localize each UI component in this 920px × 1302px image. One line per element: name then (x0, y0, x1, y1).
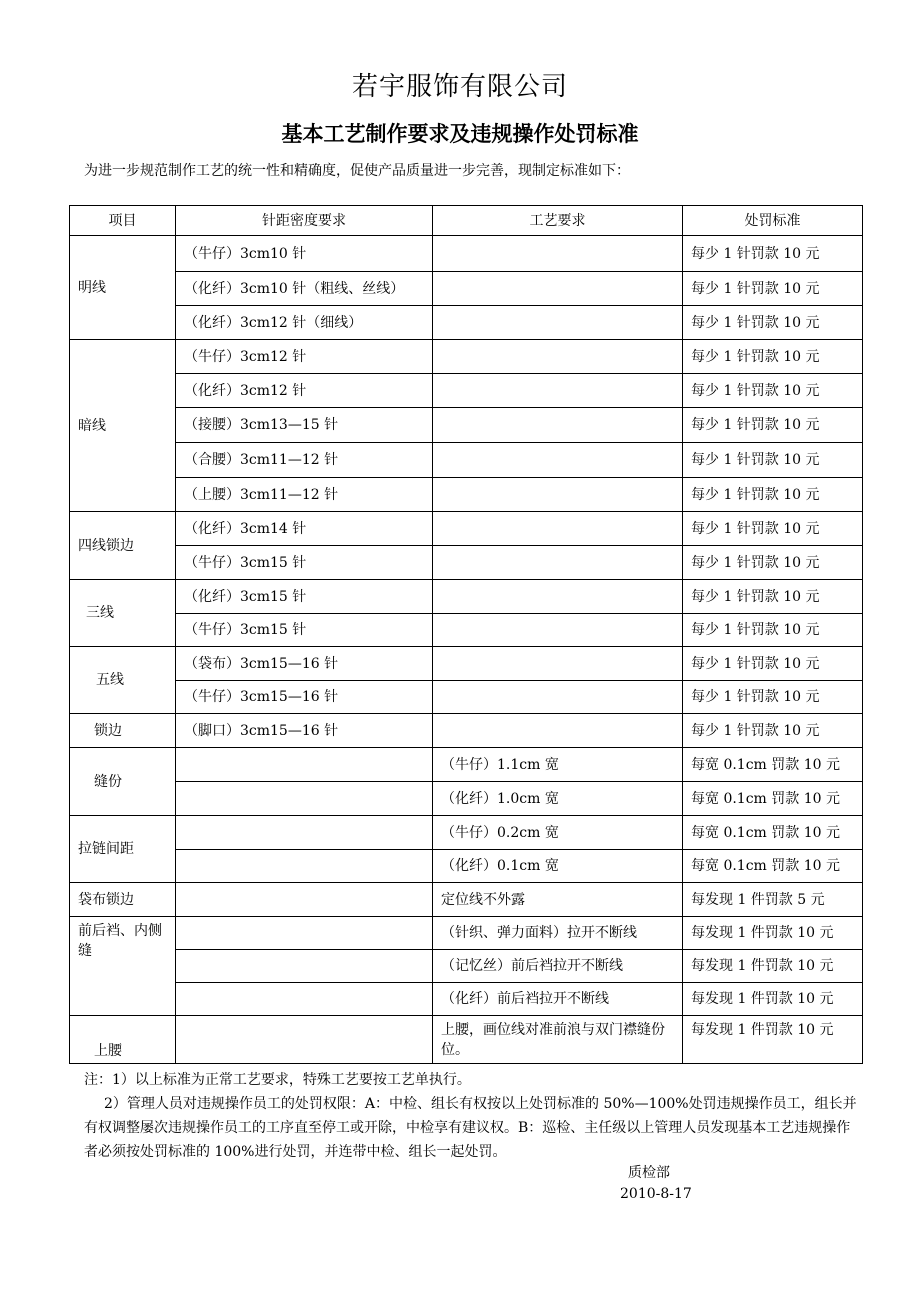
penalty-cell: 每少 1 针罚款 10 元 (683, 478, 863, 512)
penalty-cell: 每宽 0.1cm 罚款 10 元 (683, 748, 863, 782)
craft-cell (433, 374, 683, 408)
table-row (70, 782, 863, 816)
penalty-cell: 每少 1 针罚款 10 元 (683, 714, 863, 748)
table-row (70, 408, 863, 443)
category-cell: 五线 (70, 647, 176, 714)
table-row (70, 306, 863, 340)
craft-cell (433, 478, 683, 512)
craft-cell: （针织、弹力面料）拉开不断线 (433, 917, 683, 950)
category-cell: 三线 (70, 580, 176, 647)
penalty-cell: 每少 1 针罚款 10 元 (683, 443, 863, 478)
craft-cell (433, 580, 683, 614)
density-cell: （化纤）3cm15 针 (176, 580, 433, 614)
craft-cell: 上腰，画位线对准前浪与双门襟缝份位。 (433, 1016, 683, 1064)
penalty-cell: 每少 1 针罚款 10 元 (683, 236, 863, 272)
penalty-cell: 每少 1 针罚款 10 元 (683, 374, 863, 408)
craft-cell (433, 340, 683, 374)
header-craft: 工艺要求 (433, 206, 683, 236)
penalty-cell: 每少 1 针罚款 10 元 (683, 512, 863, 546)
table-row (70, 681, 863, 714)
intro-text: 为进一步规范制作工艺的统一性和精确度，促使产品质量进一步完善，现制定标准如下： (84, 163, 630, 179)
category-cell: 锁边 (70, 714, 176, 748)
category-cell: 缝份 (70, 748, 176, 816)
category-cell: 四线锁边 (70, 512, 176, 580)
table-row (70, 748, 863, 782)
table-row (70, 647, 863, 681)
table-header-row (70, 206, 863, 236)
craft-cell: （牛仔）1.1cm 宽 (433, 748, 683, 782)
penalty-cell: 每少 1 针罚款 10 元 (683, 681, 863, 714)
department-signature: 质检部 (628, 1165, 670, 1181)
header-item: 项目 (70, 206, 176, 236)
table-row (70, 272, 863, 306)
table-row (70, 374, 863, 408)
craft-cell (433, 272, 683, 306)
penalty-cell: 每发现 1 件罚款 10 元 (683, 950, 863, 983)
density-cell (176, 1016, 433, 1064)
penalty-cell: 每少 1 针罚款 10 元 (683, 340, 863, 374)
density-cell: （牛仔）3cm15 针 (176, 546, 433, 580)
penalty-cell: 每少 1 针罚款 10 元 (683, 614, 863, 647)
density-cell: （袋布）3cm15—16 针 (176, 647, 433, 681)
penalty-cell: 每发现 1 件罚款 5 元 (683, 883, 863, 917)
density-cell: （合腰）3cm11—12 针 (176, 443, 433, 478)
density-cell (176, 782, 433, 816)
table-row (70, 580, 863, 614)
table-row (70, 512, 863, 546)
craft-cell: （化纤）0.1cm 宽 (433, 850, 683, 883)
category-cell: 暗线 (70, 340, 176, 512)
density-cell: （牛仔）3cm10 针 (176, 236, 433, 272)
table-row (70, 983, 863, 1016)
penalty-cell: 每少 1 针罚款 10 元 (683, 647, 863, 681)
table-row (70, 714, 863, 748)
table-row (70, 443, 863, 478)
table-row (70, 614, 863, 647)
table-row (70, 917, 863, 950)
table-row (70, 546, 863, 580)
density-cell (176, 816, 433, 850)
penalty-cell: 每宽 0.1cm 罚款 10 元 (683, 816, 863, 850)
density-cell: （脚口）3cm15—16 针 (176, 714, 433, 748)
document-title: 基本工艺制作要求及违规操作处罚标准 (281, 121, 639, 146)
craft-cell (433, 408, 683, 443)
craft-cell (433, 443, 683, 478)
penalty-cell: 每少 1 针罚款 10 元 (683, 272, 863, 306)
header-penalty: 处罚标准 (683, 206, 863, 236)
note-1: 注：1）以上标准为正常工艺要求，特殊工艺要按工艺单执行。 (84, 1072, 471, 1088)
density-cell (176, 917, 433, 950)
penalty-cell: 每少 1 针罚款 10 元 (683, 580, 863, 614)
table-row (70, 883, 863, 917)
craft-cell (433, 512, 683, 546)
craft-cell: 定位线不外露 (433, 883, 683, 917)
density-cell: （化纤）3cm12 针 (176, 374, 433, 408)
penalty-cell: 每少 1 针罚款 10 元 (683, 546, 863, 580)
density-cell (176, 748, 433, 782)
category-cell: 上腰 (70, 1016, 176, 1064)
standards-table (69, 205, 863, 1064)
table-row (70, 816, 863, 850)
craft-cell (433, 681, 683, 714)
density-cell (176, 950, 433, 983)
craft-cell: （化纤）前后裆拉开不断线 (433, 983, 683, 1016)
penalty-cell: 每发现 1 件罚款 10 元 (683, 917, 863, 950)
craft-cell (433, 714, 683, 748)
density-cell: （化纤）3cm14 针 (176, 512, 433, 546)
craft-cell: （记忆丝）前后裆拉开不断线 (433, 950, 683, 983)
document-date: 2010-8-17 (620, 1186, 692, 1202)
density-cell (176, 983, 433, 1016)
table-row (70, 236, 863, 272)
density-cell (176, 850, 433, 883)
table-row (70, 850, 863, 883)
penalty-cell: 每宽 0.1cm 罚款 10 元 (683, 782, 863, 816)
penalty-cell: 每宽 0.1cm 罚款 10 元 (683, 850, 863, 883)
category-cell: 前后裆、内侧缝 (70, 917, 176, 1016)
company-name: 若宇服饰有限公司 (351, 72, 568, 102)
table-row (70, 478, 863, 512)
density-cell: （上腰）3cm11—12 针 (176, 478, 433, 512)
density-cell: （牛仔）3cm15—16 针 (176, 681, 433, 714)
category-cell: 袋布锁边 (70, 883, 176, 917)
density-cell: （牛仔）3cm15 针 (176, 614, 433, 647)
density-cell: （接腰）3cm13—15 针 (176, 408, 433, 443)
craft-cell (433, 647, 683, 681)
category-cell: 明线 (70, 236, 176, 340)
note-2: 2）管理人员对违规操作员工的处罚权限：A：中检、组长有权按以上处罚标准的 50%—100%处罚违规操作员工，组长并有权调整屡次违规操作员工的工序直至停工或开除，中检享有建议权。B：巡检、主任级以上管理人员发现基本工艺违规操作者必须按处罚标准的 100%进行处罚，并连带中检、组长一起处罚。 (84, 1096, 857, 1160)
category-cell: 拉链间距 (70, 816, 176, 883)
craft-cell (433, 236, 683, 272)
penalty-cell: 每发现 1 件罚款 10 元 (683, 983, 863, 1016)
penalty-cell: 每少 1 针罚款 10 元 (683, 408, 863, 443)
density-cell: （化纤）3cm10 针（粗线、丝线） (176, 272, 433, 306)
craft-cell (433, 614, 683, 647)
density-cell (176, 883, 433, 917)
penalty-cell: 每少 1 针罚款 10 元 (683, 306, 863, 340)
craft-cell: （化纤）1.0cm 宽 (433, 782, 683, 816)
craft-cell (433, 306, 683, 340)
table-row (70, 340, 863, 374)
craft-cell: （牛仔）0.2cm 宽 (433, 816, 683, 850)
density-cell: （化纤）3cm12 针（细线） (176, 306, 433, 340)
notes-section (84, 1068, 864, 1164)
penalty-cell: 每发现 1 件罚款 10 元 (683, 1016, 863, 1064)
header-density: 针距密度要求 (176, 206, 433, 236)
craft-cell (433, 546, 683, 580)
table-row (70, 1016, 863, 1064)
table-row (70, 950, 863, 983)
density-cell: （牛仔）3cm12 针 (176, 340, 433, 374)
